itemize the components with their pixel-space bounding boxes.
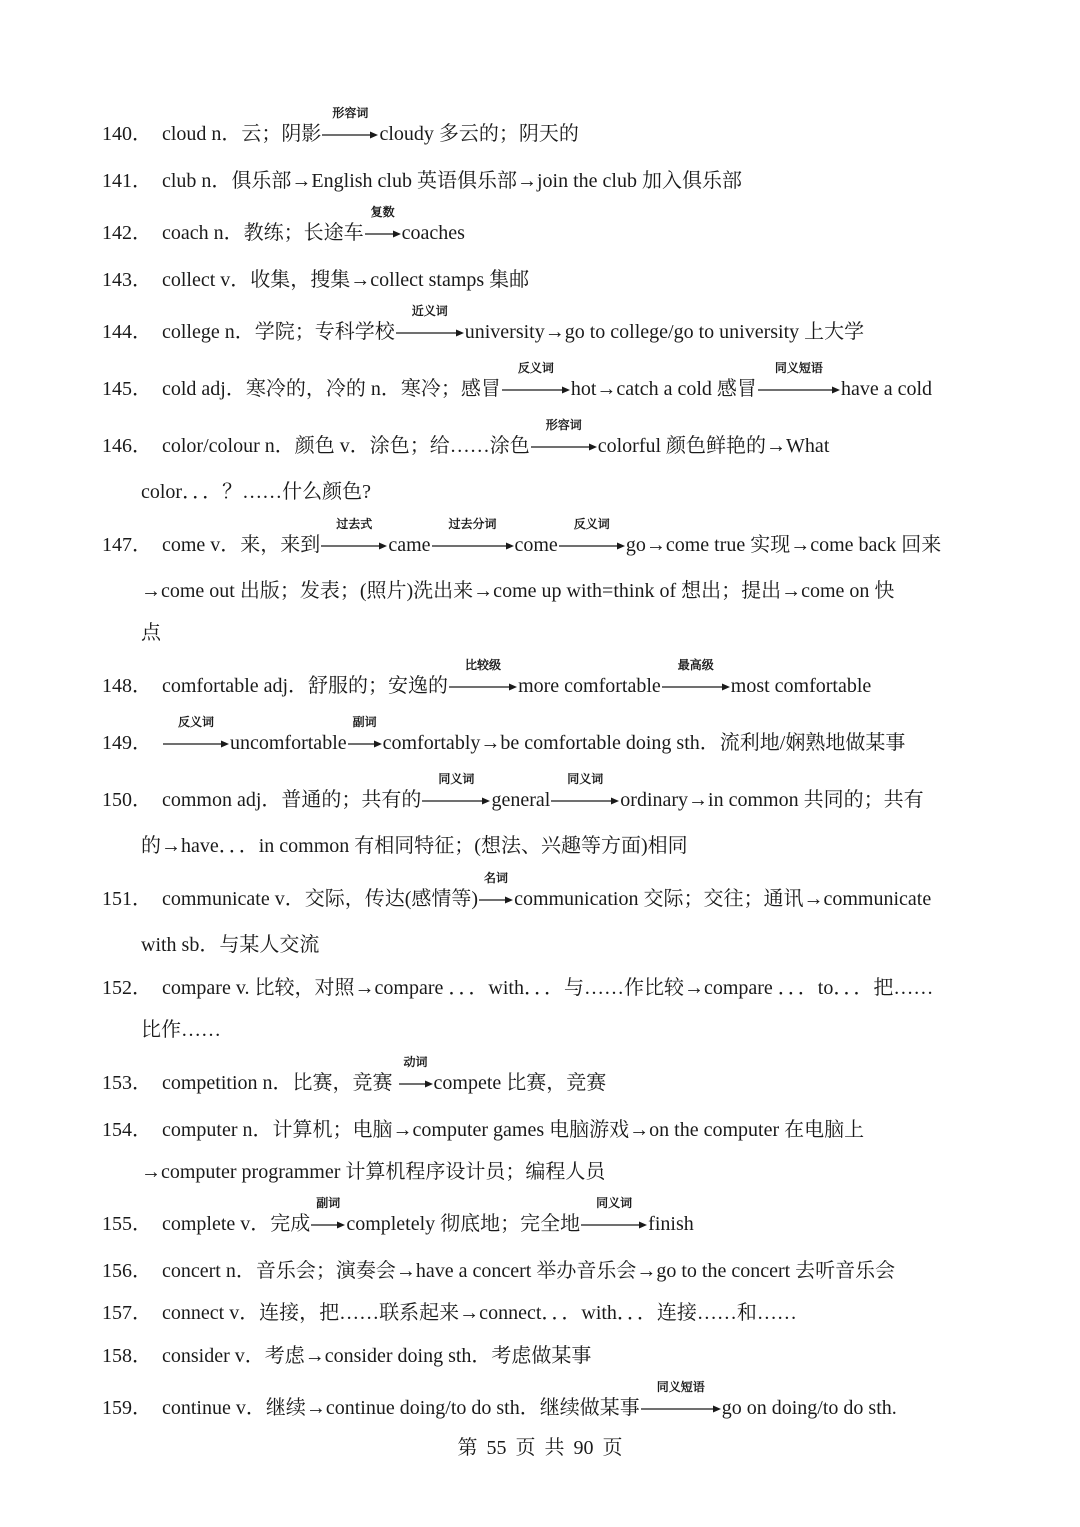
entry-text: come v．来，来到 [162,534,321,556]
entry-text: uncomfortable [230,732,347,754]
labeled-arrow [479,871,513,905]
entry-text: communication 交际；交往；通讯→communicate [514,888,932,910]
arrow-label: 同义词 [596,1196,633,1210]
entry-continuation-line [141,478,371,506]
entry-text: go→come true 实现→come back 回来 [625,534,942,556]
vocabulary-entry [102,304,865,346]
entry-continuation-line [141,577,894,605]
entry-text: comfortably→be comfortable doing sth．流利地/娴熟地做某事 [382,732,906,754]
entry-number: 147． [102,534,152,556]
entry-text: come [514,534,558,556]
vocabulary-entry [102,167,742,195]
right-arrow-icon [531,442,597,452]
entry-text: color/colour n．颜色 v．涂色；给……涂色 [162,435,530,457]
labeled-arrow [432,517,514,551]
labeled-arrow [163,715,229,749]
right-arrow-icon [322,130,378,140]
arrow-label: 过去式 [336,517,373,531]
arrow-label: 同义短语 [656,1380,705,1394]
entry-continuation-line [141,832,688,860]
arrow-label: 反义词 [573,517,610,531]
entry-text: hot→catch a cold 感冒 [570,378,757,400]
entry-text: cloudy 多云的；阴天的 [379,123,579,145]
right-arrow-icon [321,541,387,551]
labeled-arrow [559,517,625,551]
entry-text: common adj．普通的；共有的 [162,789,422,811]
vocabulary-entry [102,106,579,148]
entry-number: 141． [102,170,152,192]
labeled-arrow [422,772,490,806]
entry-text: 的→have．．．in common 有相同特征；(想法、兴趣等方面)相同 [141,835,688,857]
labeled-arrow [396,304,464,338]
entry-text: club n．俱乐部→English club 英语俱乐部→join the club 加入俱乐部 [162,170,742,192]
entry-number: 151． [102,888,152,910]
labeled-arrow [322,106,378,140]
entry-number: 152． [102,977,152,999]
entry-text: coaches [401,222,465,244]
vocabulary-entry [102,715,906,757]
entry-text: 比作…… [141,1019,221,1041]
labeled-arrow [502,361,570,395]
right-arrow-icon [396,328,464,338]
entry-text: ordinary→in common 共同的；共有 [620,789,924,811]
arrow-label: 过去分词 [448,517,497,531]
vocabulary-entry [102,1380,897,1422]
entry-text: color．．．？……什么颜色? [141,481,371,503]
vocabulary-entry [102,517,942,559]
arrow-label: 形容词 [545,418,582,432]
labeled-arrow [449,658,517,692]
right-arrow-icon [551,796,619,806]
entry-number: 144． [102,321,152,343]
right-arrow-icon [581,1220,647,1230]
vocabulary-entry [102,658,872,700]
entry-text: computer n．计算机；电脑→computer games 电脑游戏→on the computer 在电脑上 [162,1119,865,1141]
vocabulary-entry [102,1257,895,1285]
right-arrow-icon [641,1404,721,1414]
right-arrow-icon [422,796,490,806]
entry-number: 153． [102,1072,152,1094]
arrow-label: 比较级 [465,658,502,672]
vocabulary-entry [102,418,830,460]
vocabulary-entry [102,772,924,814]
entry-text: general [491,789,551,811]
vocabulary-entry [102,361,933,403]
labeled-arrow [321,517,387,551]
entry-continuation-line [141,1016,221,1044]
right-arrow-icon [311,1220,345,1230]
entry-number: 145． [102,378,152,400]
arrow-label: 近义词 [411,304,448,318]
entry-number: 156． [102,1260,152,1282]
entry-text: most comfortable [730,675,872,697]
entry-number: 143． [102,269,152,291]
arrow-label: 反义词 [177,715,214,729]
entry-number: 148． [102,675,152,697]
right-arrow-icon [758,385,840,395]
arrow-label: 同义词 [567,772,604,786]
arrow-label: 形容词 [332,106,369,120]
labeled-arrow [365,205,401,239]
entry-number: 154． [102,1119,152,1141]
vocabulary-entry [102,266,529,294]
entry-text: compete 比赛，竞赛 [433,1072,607,1094]
entry-text: go on doing/to do sth. [721,1397,897,1419]
entry-number: 149． [102,732,152,754]
vocabulary-entry [102,1116,864,1144]
entry-text: collect v．收集，搜集→collect stamps 集邮 [162,269,530,291]
labeled-arrow [399,1055,433,1089]
entry-text: concert n．音乐会；演奏会→have a concert 举办音乐会→go to the concert 去听音乐会 [162,1260,896,1282]
labeled-arrow [758,361,840,395]
labeled-arrow [531,418,597,452]
entry-text: coach n．教练；长途车 [162,222,364,244]
entry-text: competition n．比赛，竞赛 [162,1072,398,1094]
arrow-label: 副词 [352,715,377,729]
labeled-arrow [551,772,619,806]
entry-number: 142． [102,222,152,244]
entry-text: continue v．继续→continue doing/to do sth．继续做某事 [162,1397,640,1419]
entry-text: college n．学院；专科学校 [162,321,395,343]
entry-text: consider v．考虑→consider doing sth．考虑做某事 [162,1345,592,1367]
right-arrow-icon [399,1079,433,1089]
page-footer: 第 55 页 共 90 页 [457,1437,623,1459]
right-arrow-icon [449,682,517,692]
entry-text: comfortable adj．舒服的；安逸的 [162,675,449,697]
right-arrow-icon [559,541,625,551]
labeled-arrow [348,715,382,749]
labeled-arrow [662,658,730,692]
right-arrow-icon [365,229,401,239]
labeled-arrow [581,1196,647,1230]
right-arrow-icon [479,895,513,905]
entry-text: finish [648,1213,694,1235]
entry-number: 146． [102,435,152,457]
entry-text: connect v．连接，把……联系起来→connect．．．with．．．连接……和…… [162,1302,797,1324]
entry-number: 155． [102,1213,152,1235]
entry-text: →come out 出版；发表；(照片)洗出来→come up with=think of 想出；提出→come on 快 [141,580,895,602]
right-arrow-icon [348,739,382,749]
entry-text: communicate v．交际，传达(感情等) [162,888,479,910]
entry-number: 140． [102,123,152,145]
vocabulary-entry [102,1196,694,1238]
entry-text: →computer programmer 计算机程序设计员；编程人员 [141,1161,606,1183]
entry-text: cloud n．云；阴影 [162,123,322,145]
entry-text: came [388,534,431,556]
arrow-label: 同义短语 [774,361,823,375]
right-arrow-icon [163,739,229,749]
entry-continuation-line [141,1158,605,1186]
arrow-label: 名词 [484,871,509,885]
labeled-arrow [641,1380,721,1414]
vocabulary-entry [102,1342,591,1370]
vocabulary-entry [102,1299,797,1327]
right-arrow-icon [502,385,570,395]
vocabulary-entry [102,1055,607,1097]
entry-text: university→go to college/go to university 上大学 [464,321,865,343]
vocabulary-entry [102,974,933,1002]
entry-number: 150． [102,789,152,811]
entry-number: 159． [102,1397,152,1419]
arrow-label: 同义词 [438,772,475,786]
right-arrow-icon [432,541,514,551]
arrow-label: 最高级 [677,658,714,672]
arrow-label: 反义词 [517,361,554,375]
entry-text: completely 彻底地；完全地 [346,1213,581,1235]
arrow-label: 副词 [316,1196,341,1210]
entry-text: 点 [141,622,161,644]
vocabulary-entry [102,205,465,247]
right-arrow-icon [662,682,730,692]
entry-text: complete v．完成 [162,1213,311,1235]
vocabulary-entry [102,871,932,913]
entry-number: 158． [102,1345,152,1367]
arrow-label: 复数 [370,205,395,219]
entry-text: with sb．与某人交流 [141,934,320,956]
labeled-arrow [311,1196,345,1230]
entry-text: have a cold [840,378,933,400]
entry-continuation-line [141,931,319,959]
entry-text: cold adj．寒冷的，冷的 n．寒冷；感冒 [162,378,501,400]
entry-text: more comfortable [518,675,661,697]
entry-number: 157． [102,1302,152,1324]
entry-text: colorful 颜色鲜艳的→What [597,435,830,457]
entry-continuation-line [141,619,161,647]
arrow-label: 动词 [403,1055,428,1069]
entry-text: compare v. 比较，对照→compare ．．．with．．．与……作比较→compare ．．．to．．．把…… [162,977,934,999]
